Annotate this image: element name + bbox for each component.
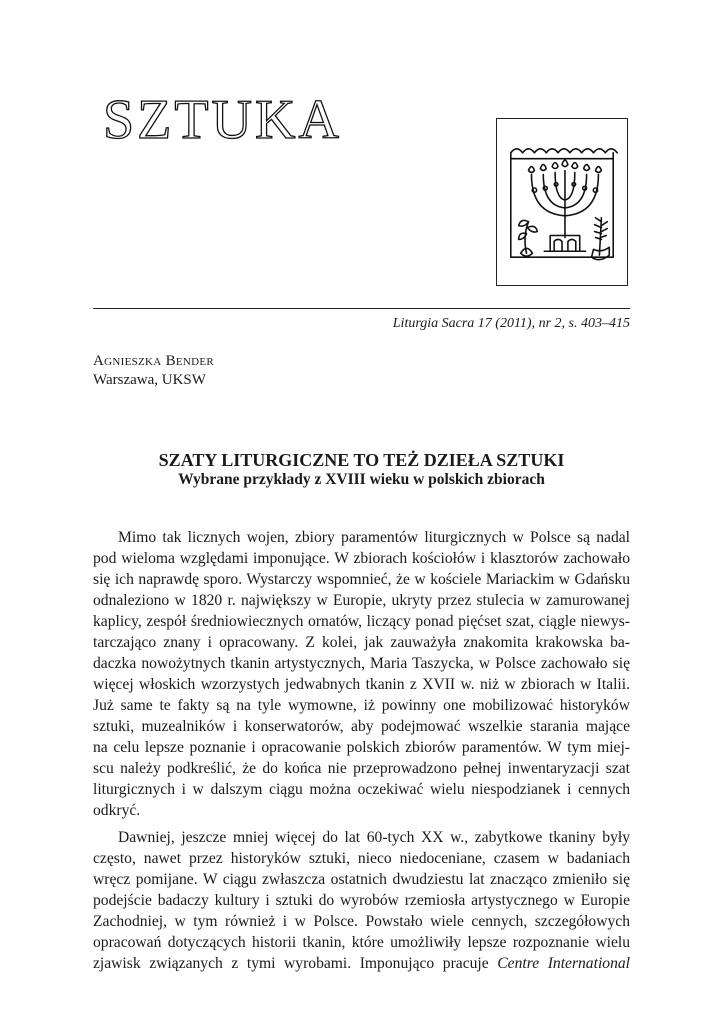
body-line: sztuki, muzealników i konserwatorów, aby podejmować wszelkie starania mające <box>93 718 630 735</box>
author-affiliation: Warszawa, UKSW <box>93 372 206 388</box>
body-line: się ich naprawdę sporo. Wystarczy wspomnieć, że w kościele Mariackim w Gdańsku <box>93 571 630 588</box>
body-line: pod wieloma względami imponujące. W zbiorach kościołów i klasztorów zachowało <box>93 550 630 567</box>
body-line: liturgicznych i w dalszym ciągu można oczekiwać wielu niespodzianek i cennych <box>93 781 630 798</box>
article-body <box>93 527 630 974</box>
body-line-text: zjawisk związanych z tymi wyrobami. Imponująco pracuje <box>93 955 489 972</box>
body-line: więcej włoskich wzorzystych jedwabnych tkanin z XVII w. niż w zbiorach w Italii. <box>93 676 630 693</box>
body-line: Zachodniej, w tym również i w Polsce. Powstało wiele cennych, szczegółowych <box>93 913 630 930</box>
body-line: odnaleziono w 1820 r. największy w Europie, ukryty przez stulecia w zamurowanej <box>93 592 630 609</box>
author-name: Agnieszka Bender <box>93 353 215 369</box>
body-line: kaplicy, zespół średniowiecznych ornatów, liczący ponad pięćset szat, ciągle niewys- <box>93 613 630 630</box>
author-block <box>93 352 214 390</box>
body-line: często, nawet przez historyków sztuki, nieco niedoceniane, czasem w badaniach <box>93 850 630 867</box>
body-line: opracowań dotyczących historii tkanin, które umożliwiły lepsze rozpoznanie wielu <box>93 934 630 951</box>
body-line: scu należy podkreślić, że do końca nie przeprowadzono pełnej inwentaryzacji szat <box>93 760 630 777</box>
body-line: wręcz pomijane. W ciągu zwłaszcza ostatnich dwudziestu lat znacząco zmieniło się <box>93 871 630 888</box>
article-title: SZATY LITURGICZNE TO TEŻ DZIEŁA SZTUKI <box>158 450 565 470</box>
paragraph-1 <box>93 527 630 821</box>
body-line: tarczająco znany i opracowany. Z kolei, jak zauważyła znakomita krakowska ba- <box>93 634 630 651</box>
italic-term: Centre International <box>497 955 630 972</box>
body-line: odkryć. <box>93 802 141 819</box>
body-line: na celu lepsze poznanie i opracowanie polskich zbiorów paramentów. W tym miej- <box>93 739 630 756</box>
body-line-with-italic <box>93 953 630 974</box>
section-title: SZTUKA <box>103 89 342 151</box>
body-line: daczka nowożytnych tkanin artystycznych, Maria Taszycka, w Polsce zachowało się <box>93 655 630 672</box>
header-rule <box>93 308 630 309</box>
body-line: podejście badaczy kultury i sztuki do wyrobów rzemiosła artystycznego w Europie <box>93 892 630 909</box>
body-line: Już same te fakty są na tyle wymowne, iż powinny one mobilizować historyków <box>93 697 630 714</box>
menorah-emblem-icon <box>496 118 628 286</box>
body-line: Dawniej, jeszcze mniej więcej do lat 60-tych XX w., zabytkowe tkaniny były <box>118 829 630 846</box>
journal-citation: Liturgia Sacra 17 (2011), nr 2, s. 403–415 <box>392 316 630 331</box>
body-line: Mimo tak licznych wojen, zbiory paramentów liturgicznych w Polsce są nadal <box>118 529 630 546</box>
article-subtitle: Wybrane przykłady z XVIII wieku w polskich zbiorach <box>178 471 545 488</box>
paragraph-2 <box>93 827 630 974</box>
